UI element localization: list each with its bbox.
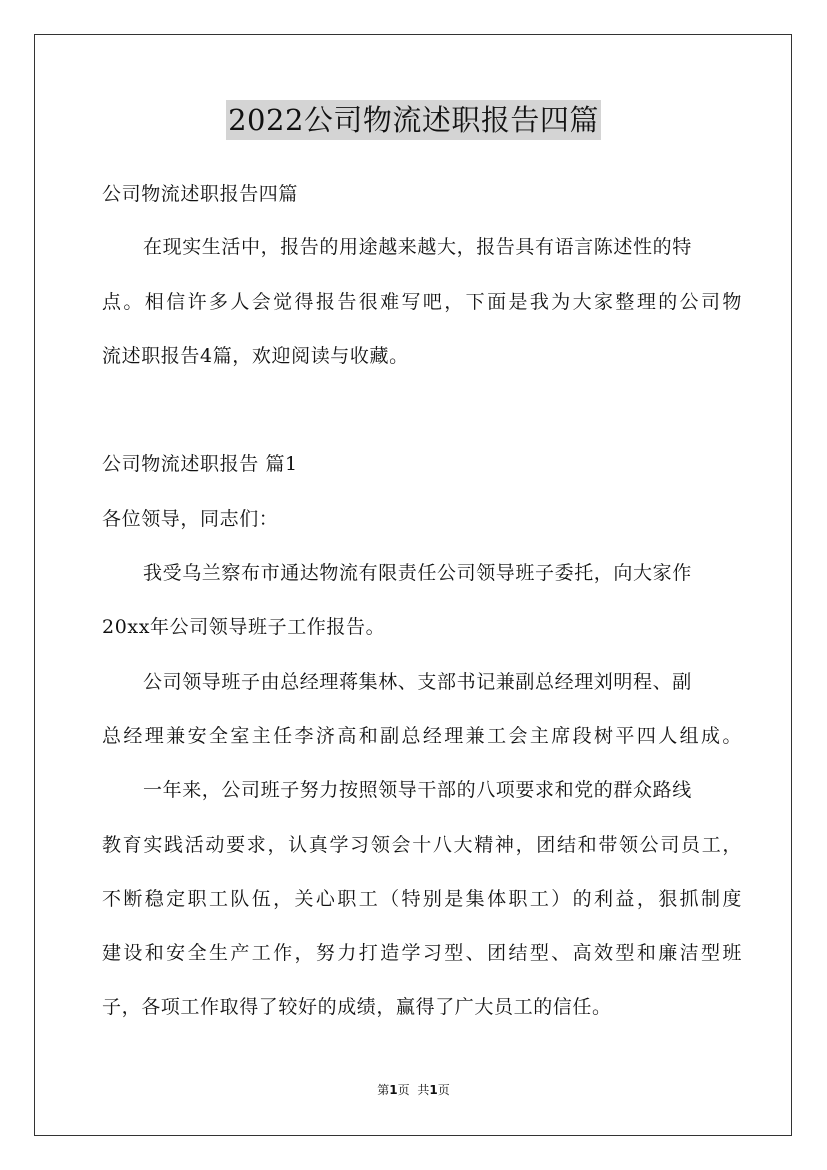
document-title: 2022公司物流述职报告四篇 <box>226 100 601 140</box>
footer-page-unit: 页 <box>397 1083 410 1097</box>
para1-line-2: 20xx年公司领导班子工作报告。 <box>102 616 386 638</box>
para3-line-4: 建设和安全生产工作，努力打造学习型、团结型、高效型和廉洁型班 <box>102 942 742 964</box>
footer-page-current: 1 <box>389 1083 398 1097</box>
para3-line-5: 子，各项工作取得了较好的成绩，赢得了广大员工的信任。 <box>102 996 612 1018</box>
salutation: 各位领导，同志们： <box>102 508 279 530</box>
para2-line-2: 总经理兼安全室主任李济高和副总经理兼工会主席段树平四人组成。 <box>102 725 742 747</box>
page-footer <box>0 1082 827 1098</box>
para3-line-2: 教育实践活动要求，认真学习领会十八大精神，团结和带领公司员工， <box>102 834 742 856</box>
footer-page-total: 1 <box>429 1083 438 1097</box>
section-heading: 公司物流述职报告 篇1 <box>102 453 298 475</box>
document-subtitle: 公司物流述职报告四篇 <box>102 183 299 205</box>
title-container <box>0 100 827 140</box>
para2-line-1: 公司领导班子由总经理蒋集林、支部书记兼副总经理刘明程、副 <box>143 671 692 693</box>
para1-line-1: 我受乌兰察布市通达物流有限责任公司领导班子委托，向大家作 <box>143 562 692 584</box>
para3-line-1: 一年来，公司班子努力按照领导干部的八项要求和党的群众路线 <box>143 779 692 801</box>
footer-total-unit: 页 <box>437 1083 450 1097</box>
para3-line-3: 不断稳定职工队伍，关心职工（特别是集体职工）的利益，狠抓制度 <box>102 888 742 910</box>
intro-line-3: 流述职报告4篇，欢迎阅读与收藏。 <box>102 345 409 367</box>
footer-prefix: 第 <box>377 1083 390 1097</box>
intro-line-2: 点。相信许多人会觉得报告很难写吧，下面是我为大家整理的公司物 <box>102 291 742 313</box>
footer-total-prefix: 共 <box>417 1083 430 1097</box>
intro-line-1: 在现实生活中，报告的用途越来越大，报告具有语言陈述性的特 <box>143 236 692 258</box>
